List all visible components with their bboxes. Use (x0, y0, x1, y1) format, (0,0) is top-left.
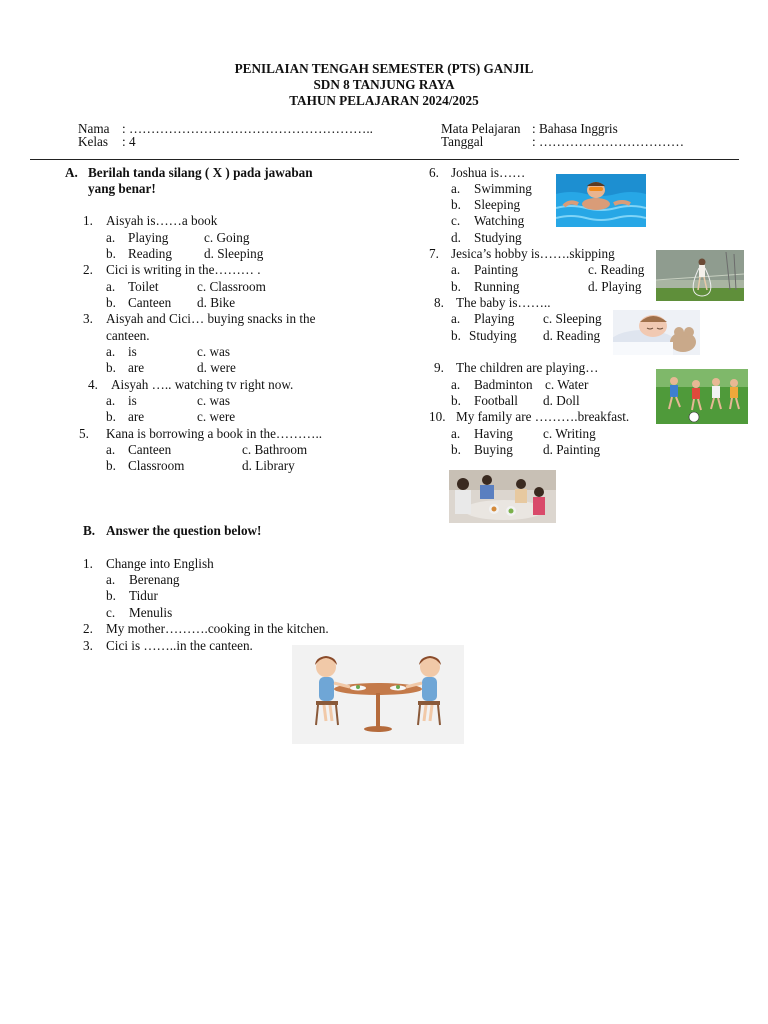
swimming-boy-image (556, 174, 646, 227)
q2-option-b: Canteen (128, 295, 172, 310)
q1-option-c: c. Going (204, 230, 250, 245)
sleeping-baby-image (613, 310, 700, 355)
q10-number: 10. (429, 409, 446, 424)
q1-option-a: Playing (128, 230, 169, 245)
q7-option-b-letter: b. (451, 279, 461, 294)
q4-option-b-letter: b. (106, 409, 116, 424)
q5-option-a-letter: a. (106, 442, 116, 457)
q8-option-d: d. Reading (543, 328, 601, 343)
q6-option-c: Watching (474, 213, 525, 228)
q3-text-continued: canteen. (106, 328, 150, 343)
q3-option-a-letter: a. (106, 344, 116, 359)
section-b-title: Answer the question below! (106, 523, 262, 538)
q1-text: Aisyah is……a book (106, 213, 218, 228)
q4-text: Aisyah ….. watching tv right now. (111, 377, 294, 392)
q1-option-b-letter: b. (106, 246, 116, 261)
q1-option-b: Reading (128, 246, 172, 261)
nama-field: : ……………………………………………….. (122, 121, 373, 136)
q6-option-a-letter: a. (451, 181, 461, 196)
q3-option-d: d. were (197, 360, 236, 375)
q1-option-d: d. Sleeping (204, 246, 264, 261)
b1-item-c-letter: c. (106, 605, 116, 620)
q4-option-d: c. were (197, 409, 236, 424)
school-name: SDN 8 TANJUNG RAYA (313, 77, 455, 92)
q8-option-c: c. Sleeping (543, 311, 602, 326)
q2-option-c: c. Classroom (197, 279, 266, 294)
q4-option-a: is (128, 393, 137, 408)
q9-option-c: c. Water (545, 377, 589, 392)
q4-option-c: c. was (197, 393, 230, 408)
q6-option-a: Swimming (474, 181, 532, 196)
q3-option-b-letter: b. (106, 360, 116, 375)
q2-option-a: Toilet (128, 279, 159, 294)
q10-option-c: c. Writing (543, 426, 596, 441)
q1-number: 1. (83, 213, 93, 228)
q8-option-a-letter: a. (451, 311, 461, 326)
q9-option-a-letter: a. (451, 377, 461, 392)
q3-option-a: is (128, 344, 137, 359)
q2-option-b-letter: b. (106, 295, 116, 310)
q9-number: 9. (434, 360, 444, 375)
q1-option-a-letter: a. (106, 230, 116, 245)
b2-number: 2. (83, 621, 93, 636)
q6-option-d-letter: d. (451, 230, 461, 245)
q5-option-b-letter: b. (106, 458, 116, 473)
q7-option-a: Painting (474, 262, 518, 277)
b1-item-a: Berenang (129, 572, 180, 587)
q8-number: 8. (434, 295, 444, 310)
skipping-girl-image (656, 250, 744, 301)
q7-number: 7. (429, 246, 439, 261)
q2-option-d: d. Bike (197, 295, 236, 310)
b2-text: My mother……….cooking in the kitchen. (106, 621, 329, 636)
q7-text: Jesica’s hobby is…….skipping (451, 246, 615, 261)
section-a-instruction: Berilah tanda silang ( X ) pada jawaban (88, 165, 313, 180)
q6-option-c-letter: c. (451, 213, 461, 228)
q7-option-b: Running (474, 279, 520, 294)
q8-text: The baby is…….. (456, 295, 551, 310)
q5-text: Kana is borrowing a book in the……….. (106, 426, 323, 441)
b1-item-b: Tidur (129, 588, 158, 603)
academic-year: TAHUN PELAJARAN 2024/2025 (289, 93, 479, 108)
q10-text: My family are ……….breakfast. (456, 409, 630, 424)
q2-number: 2. (83, 262, 93, 277)
q6-option-d: Studying (474, 230, 522, 245)
q10-option-d: d. Painting (543, 442, 601, 457)
q7-option-d: d. Playing (588, 279, 642, 294)
q6-option-b: Sleeping (474, 197, 521, 212)
b3-number: 3. (83, 638, 93, 653)
q4-number: 4. (88, 377, 98, 392)
girls-eating-image (292, 645, 464, 744)
kelas-label: Kelas (78, 134, 109, 149)
b3-text: Cici is ……..in the canteen. (106, 638, 253, 653)
q5-option-c: c. Bathroom (242, 442, 308, 457)
q10-option-a: Having (474, 426, 513, 441)
q7-option-c: c. Reading (588, 262, 645, 277)
mapel-value: : Bahasa Inggris (532, 121, 618, 136)
b1-item-a-letter: a. (106, 572, 116, 587)
q2-text: Cici is writing in the……… . (106, 262, 261, 277)
children-football-image (656, 369, 748, 424)
q6-number: 6. (429, 165, 439, 180)
tanggal-field: : …………………………… (532, 134, 685, 149)
q10-option-a-letter: a. (451, 426, 461, 441)
q8-option-a: Playing (474, 311, 515, 326)
q3-text: Aisyah and Cici… buying snacks in the (106, 311, 316, 326)
section-b-marker: B. (83, 523, 96, 538)
tanggal-label: Tanggal (441, 134, 484, 149)
exam-title: PENILAIAN TENGAH SEMESTER (PTS) GANJIL (234, 61, 534, 76)
q5-option-d: d. Library (242, 458, 295, 473)
q8-option-b: Studying (469, 328, 517, 343)
q6-text: Joshua is…… (451, 165, 526, 180)
q3-option-b: are (128, 360, 145, 375)
b1-text: Change into English (106, 556, 214, 571)
q9-option-a: Badminton (474, 377, 533, 392)
q10-option-b-letter: b. (451, 442, 461, 457)
header-divider (30, 159, 739, 160)
q5-option-b: Classroom (128, 458, 185, 473)
q3-option-c: c. was (197, 344, 230, 359)
nama-label: Nama (78, 121, 110, 136)
q5-option-a: Canteen (128, 442, 172, 457)
mapel-label: Mata Pelajaran (441, 121, 521, 136)
family-breakfast-image (449, 470, 556, 523)
q4-option-a-letter: a. (106, 393, 116, 408)
q7-option-a-letter: a. (451, 262, 461, 277)
b1-item-b-letter: b. (106, 588, 116, 603)
section-a-instruction-2: yang benar! (88, 181, 156, 196)
q8-option-b-letter: b. (451, 328, 461, 343)
q10-option-b: Buying (474, 442, 513, 457)
q5-number: 5. (79, 426, 89, 441)
q2-option-a-letter: a. (106, 279, 116, 294)
section-a-marker: A. (65, 165, 78, 180)
q3-number: 3. (83, 311, 93, 326)
q6-option-b-letter: b. (451, 197, 461, 212)
q9-text: The children are playing… (456, 360, 599, 375)
b1-number: 1. (83, 556, 93, 571)
q9-option-b-letter: b. (451, 393, 461, 408)
b1-item-c: Menulis (129, 605, 173, 620)
q9-option-d: d. Doll (543, 393, 580, 408)
q9-option-b: Football (474, 393, 518, 408)
q4-option-b: are (128, 409, 145, 424)
kelas-value: : 4 (122, 134, 136, 149)
